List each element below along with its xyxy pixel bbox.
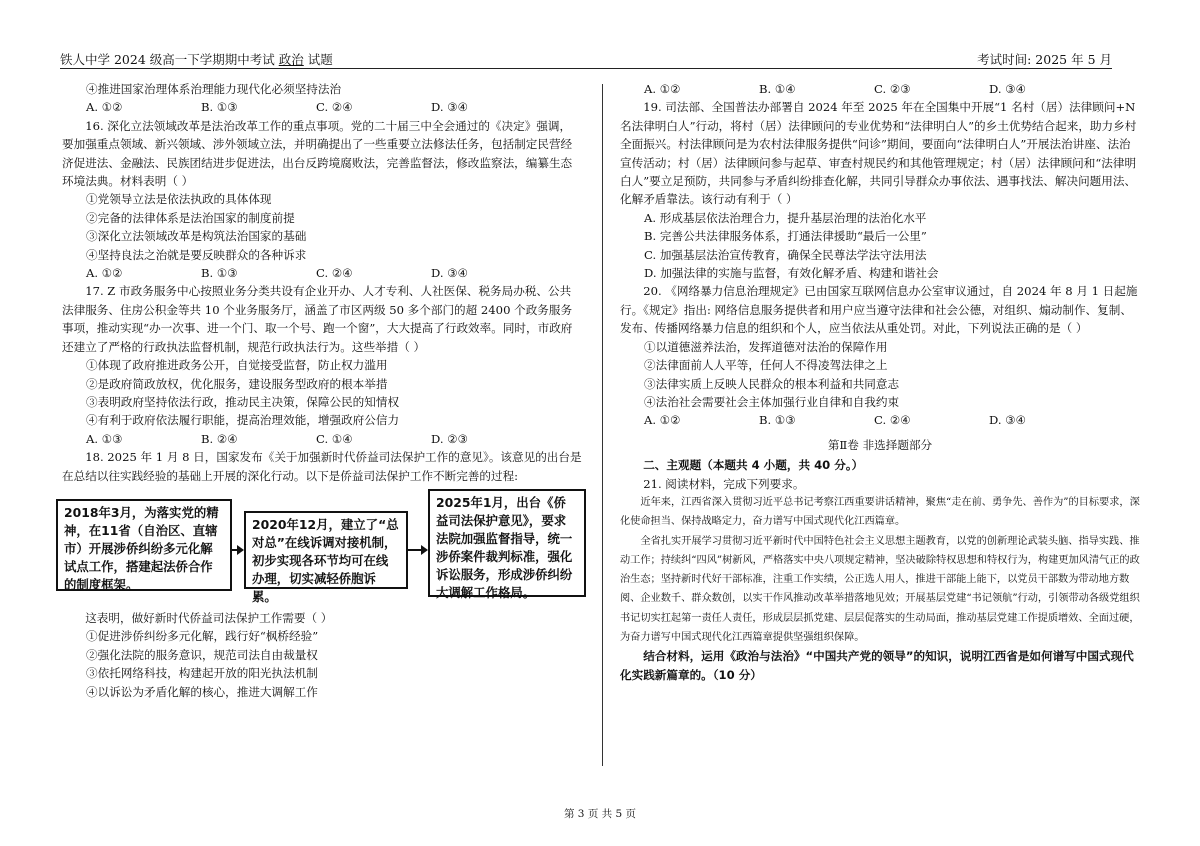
timeline-box-2025: 2025年1月，出台《侨益司法保护意见》，要求法院加强监督指导，统一涉侨案件裁判标准，强化诉讼服务，形成涉侨纠纷大调解工作格局。 xyxy=(428,489,586,597)
q21-task: 结合材料，运用《政治与法治》“中国共产党的领导”的知识，说明江西省是如何谱写中国式现代化实践新篇章的。（10 分） xyxy=(620,649,1134,682)
q16-item-2: ②完备的法律体系是法治国家的制度前提 xyxy=(86,210,295,225)
q18-question: 这表明，做好新时代侨益司法保护工作需要（ ） xyxy=(85,610,333,625)
part-2-title: 第Ⅱ卷 非选择题部分 xyxy=(827,437,933,452)
q20-item-3: ③法律实质上反映人民群众的根本利益和共同意志 xyxy=(644,376,900,391)
q16-item-3: ③深化立法领域改革是构筑法治国家的基础 xyxy=(86,229,307,244)
q21-material-2: 全省扎实开展学习贯彻习近平新时代中国特色社会主义思想主题教育，以党的创新理论武装头脑、指导实践、推动工作；持续纠“四风”树新风，严格落实中央八项规定精神，坚决破除特权思想和特权行为，构建更加风清气正的政治生态；坚持新时代好干部标准，注重工作实绩，公正选人用人，推进干部能上能下，以党员干部数为带动地方数阅、企业数千、群众数创，以实干作风推动改革举措落地见效；开展基层党建“书记领航”行动，引领带动各级党组织书记切实扛起第一责任人责任，形成层层抓党建、层层促落实的生动局面，推动基层党建工作提质增效、全面过硬，为奋力谱写中国式现代化江西篇章提供坚强组织保障。 xyxy=(620,535,1140,644)
q15-item-4: ④推进国家治理体系治理能力现代化必须坚持法治 xyxy=(86,82,342,96)
q16-item-1: ①党领导立法是依法执政的具体体现 xyxy=(86,192,272,207)
q18-item-2: ②强化法院的服务意识，规范司法自由裁量权 xyxy=(86,647,318,662)
q19-option-b: B. 完善公共法律服务体系，打通法律援助“最后一公里” xyxy=(644,229,927,244)
q18-options xyxy=(620,80,1140,98)
option-b: B. ①③ xyxy=(759,413,796,428)
option-c: C. ②④ xyxy=(316,266,353,281)
option-d: D. ②③ xyxy=(431,431,469,446)
q19-option-a: A. 形成基层依法治理合力，提升基层治理的法治化水平 xyxy=(644,210,927,225)
option-d: D. ③④ xyxy=(431,266,469,281)
q19-stem: 19. 司法部、全国普法办部署自 2024 年至 2025 年在全国集中开展“1 名村（居）法律顾问+N 名法律明白人”行动，将村（居）法律顾问的专业优势和“法律明白人”的乡土优势结合起来，助力乡村全面振兴。村法律顾问是为农村法律服务提供“问诊”期间，要面向“法律明白人”开展法治讲座、法治宣传活动；村（居）法律顾问参与起草、审查村规民约和其他管理规定；村（居）法律顾问和“法律明白人”要立足预防，共同参与矛盾纠纷排查化解，共同引导群众办事依法、遇事找法、解决问题用法、化解矛盾靠法。该行动有利于（ ） xyxy=(620,100,1137,207)
option-d: D. ③④ xyxy=(431,100,469,115)
option-c: C. ②④ xyxy=(316,100,353,115)
option-b: B. ①③ xyxy=(201,266,238,281)
option-a: A. ①② xyxy=(86,266,123,281)
exam-time: 考试时间: 2025 年 5 月 xyxy=(977,52,1112,67)
q19-option-d: D. 加强法律的实施与监督，有效化解矛盾、构建和谐社会 xyxy=(644,266,939,281)
timeline-box-2018: 2018年3月，为落实党的精神，在11省（自治区、直辖市）开展涉侨纠纷多元化解试点工作，搭建起法侨合作的制度框架。 xyxy=(56,499,232,591)
q17-item-4: ④有利于政府依法履行职能，提高治理效能，增强政府公信力 xyxy=(86,413,400,428)
timeline-arrow-2 xyxy=(408,549,426,551)
q16-options xyxy=(62,264,582,282)
q21-intro: 21. 阅读材料，完成下列要求。 xyxy=(643,476,805,491)
q20-stem: 20. 《网络暴力信息治理规定》已由国家互联网信息办公室审议通过，自 2024 年 8 月 1 日起施行。《规定》指出: 网络信息服务提供者和用户应当遵守法律和社会公德，对组织、煽动制作、复制、发布、传播网络暴力信息的组织和个人，应当依法从重处罚。对此，下列说法正确的是（ ） xyxy=(620,284,1138,336)
q18-item-1: ①促进涉侨纠纷多元化解，践行好“枫桥经验” xyxy=(86,629,319,644)
page-header xyxy=(60,46,1112,69)
q16-stem: 16. 深化立法领域改革是法治改革工作的重点事项。党的二十届三中全会通过的《决定》强调，要加强重点领域、新兴领域、涉外领域立法，并明确提出了一些重要立法修法任务，包括制定民营经济促进法、金融法、民族团结进步促进法，出台反跨境腐败法，完善监督法，修改监察法，编纂生态环境法典。材料表明（ ） xyxy=(62,118,573,189)
right-column xyxy=(620,80,1140,684)
page-number: 第 3 页 共 5 页 xyxy=(563,808,637,820)
option-c: C. ②④ xyxy=(874,413,911,428)
option-d: D. ③④ xyxy=(989,413,1027,428)
q15-options xyxy=(62,98,582,116)
option-a: A. ①② xyxy=(86,100,123,115)
option-a: A. ①③ xyxy=(86,431,123,446)
option-a: A. ①② xyxy=(644,82,681,96)
exam-title: 铁人中学 2024 级高一下学期期中考试 政治 试题 xyxy=(60,52,333,67)
q16-item-4: ④坚持良法之治就是要反映群众的各种诉求 xyxy=(86,247,307,262)
option-d: D. ③④ xyxy=(989,82,1027,96)
q17-stem: 17. Z 市政务服务中心按照业务分类共设有企业开办、人才专利、人社医保、税务局办税、公共法律服务、住房公积金等共 10 个业务服务厅，涵盖了市区两级 50 多个部门的超 2400 个政务服务事项，推动实现“办一次事、进一个门、取一个号、跑一个窗”，大大提高了行政效率。同时，市政府还建立了严格的行政执法监督机制，规范行政执法行为。这些举措（ ） xyxy=(62,284,573,354)
option-c: C. ①④ xyxy=(316,431,353,446)
q19-option-c: C. 加强基层法治宣传教育，确保全民尊法学法守法用法 xyxy=(644,247,927,262)
part-2-heading: 二、主观题（本题共 4 小题，共 40 分。） xyxy=(643,458,864,473)
option-b: B. ①④ xyxy=(759,82,796,96)
option-b: B. ②④ xyxy=(201,431,238,446)
column-divider xyxy=(602,84,603,766)
q17-item-1: ①体现了政府推进政务公开，自觉接受监督，防止权力滥用 xyxy=(86,358,388,373)
q20-item-2: ②法律面前人人平等，任何人不得凌驾法律之上 xyxy=(644,358,888,373)
q20-item-1: ①以道德滋养法治，发挥道德对法治的保障作用 xyxy=(644,339,888,354)
option-c: C. ②③ xyxy=(874,82,911,96)
q21-material-1: 近年来，江西省深入贯彻习近平总书记考察江西重要讲话精神，聚焦“走在前、勇争先、善作为”的目标要求，深化使命担当、保持战略定力，奋力谱写中国式现代化江西篇章。 xyxy=(620,496,1140,528)
q17-item-3: ③表明政府坚持依法行政，推动民主决策，保障公民的知情权 xyxy=(86,394,400,409)
timeline-box-2020: 2020年12月，建立了“总对总”在线诉调对接机制，初步实现各环节均可在线办理，切实减轻侨胞诉累。 xyxy=(244,511,408,589)
q18-stem: 18. 2025 年 1 月 8 日，国家发布《关于加强新时代侨益司法保护工作的意见》。该意见的出台是在总结以往实践经验的基础上开展的深化行动。以下是侨益司法保护工作不断完善的过程: xyxy=(62,450,582,483)
q18-item-4: ④以诉讼为矛盾化解的核心，推进大调解工作 xyxy=(86,684,318,699)
timeline-arrow-1 xyxy=(232,549,242,551)
q20-item-4: ④法治社会需要社会主体加强行业自律和自我约束 xyxy=(644,394,900,409)
option-a: A. ①② xyxy=(644,413,681,428)
q20-options xyxy=(620,411,1140,429)
option-b: B. ①③ xyxy=(201,100,238,115)
q17-options xyxy=(62,430,582,448)
left-column xyxy=(62,80,582,701)
q18-timeline-diagram xyxy=(62,489,582,604)
q18-item-3: ③依托网络科技，构建起开放的阳光执法机制 xyxy=(86,666,318,681)
q17-item-2: ②是政府简政放权，优化服务，建设服务型政府的根本举措 xyxy=(86,376,388,391)
